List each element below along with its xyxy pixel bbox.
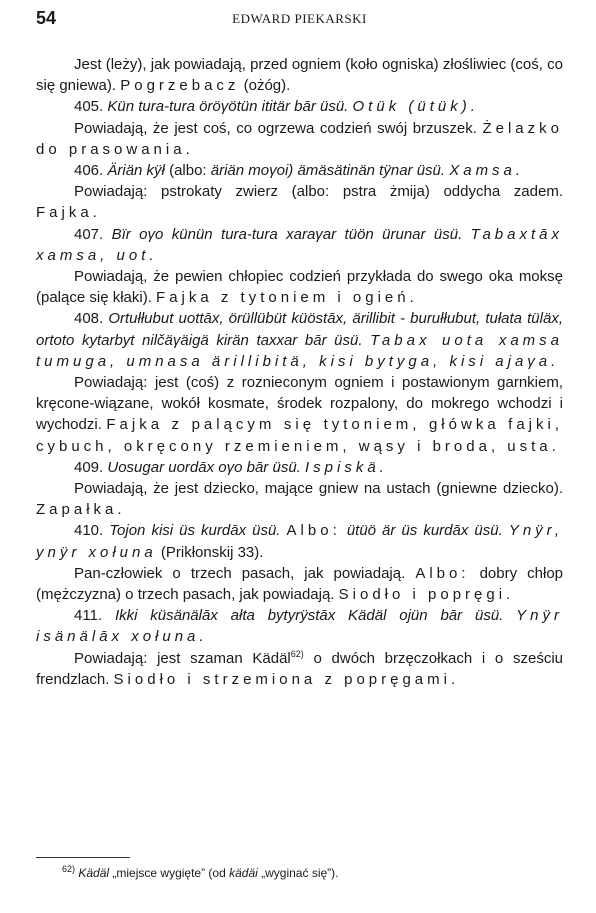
- paragraph: [36, 266, 563, 308]
- text-run: Pogrzebacz: [120, 77, 240, 95]
- text-run: 405.: [74, 98, 108, 116]
- text-run: Powiadają: jest (coś) z roznieconym ogniem i postawionym garnkiem, kręcone-wiązane, wokół kosmate, środek rozpalony, do mokrego wchodzi i wychodzi.: [36, 374, 563, 434]
- text-run: Ynÿr, ynÿr xołuna: [36, 522, 564, 561]
- text-run: Xamsa.: [449, 162, 525, 180]
- paragraph: [36, 118, 563, 160]
- text-run: Pan-człowiek o trzech pasach, jak powiadają.: [74, 564, 416, 582]
- text-run: 409.: [74, 458, 108, 476]
- text-run: 408.: [74, 310, 109, 328]
- text-run: Siodło i popręgi.: [338, 586, 515, 604]
- footnote-term-2: kädäi: [229, 866, 258, 880]
- paragraph: [36, 224, 563, 266]
- text-run: o dwóch brzęczołkach i o sześciu frendzlach.: [36, 649, 563, 688]
- footnote-term: Kädäl: [78, 866, 110, 880]
- paragraph: [36, 160, 563, 181]
- body-text: [36, 54, 563, 690]
- text-run: [363, 332, 371, 349]
- text-run: Fajka z palącym się tytoniem, główka fajki, cybuch, okręcony rzemieniem, wąsy i broda, usta.: [36, 416, 564, 455]
- text-run: [503, 607, 516, 624]
- paragraph: [36, 308, 563, 372]
- text-run: Albo:: [286, 522, 341, 540]
- text-run: (albo:: [164, 162, 211, 180]
- text-run: Fajka.: [36, 204, 101, 222]
- text-run: Powiadają, że jest dziecko, mające gniew na ustach (gniewne dziecko).: [74, 480, 563, 498]
- text-run: Ynÿr isänälāx xołuna.: [36, 607, 564, 646]
- text-run: (ożóg).: [239, 77, 291, 95]
- paragraph: [36, 605, 563, 647]
- paragraph: [36, 520, 563, 562]
- text-run: Jest (leży), jak powiadają, przed ogniem (koło ogniska) złośliwiec (coś, co się gniewa).: [36, 56, 563, 95]
- text-run: Kün tura-tura öröγötün ititär bār üsü.: [107, 98, 349, 116]
- text-run: Powiadają: pstrokaty zwierz (albo: pstra żmija) oddycha zadem.: [74, 183, 563, 201]
- text-run: Tabax uota xamsa tumuga, umnasa ärillibitä, kisi bytyga, kisi ajaγa.: [36, 331, 563, 370]
- text-run: 407.: [74, 225, 112, 243]
- page-number: 54: [36, 8, 57, 28]
- text-run: äriän moγoi) ämäsätinän tÿnar üsü.: [210, 162, 446, 180]
- text-run: Tabaxtāx xamsa, uot.: [36, 225, 563, 264]
- text-run: 410.: [74, 522, 110, 540]
- text-run: ütüö är üs kurdāx üsü.: [346, 522, 503, 540]
- text-run: Tojon kisi üs kurdāx üsü.: [109, 522, 281, 540]
- text-run: 406.: [74, 162, 108, 180]
- text-run: Powiadają: jest szaman Kädäl: [74, 649, 291, 667]
- paragraph: [36, 478, 563, 520]
- text-run: dobry chłop (mężczyzna) o trzech pasach, jak powiadają.: [36, 564, 564, 604]
- text-run: Powiadają, że jest coś, co ogrzewa codzień swój brzuszek.: [74, 119, 483, 137]
- text-run: (Prikłonskij 33).: [156, 543, 264, 561]
- text-run: Uosugar uordāx oγo bār üsü.: [107, 458, 301, 476]
- text-run: Żelazko do prasowania.: [36, 119, 563, 158]
- text-run: Fajka z tytoniem i ogień.: [156, 289, 418, 307]
- page-header: [36, 8, 563, 32]
- text-run: Ortułłubut uottāx, örüllübüt küöstāx, ärillibit - burułłubut, tułata tüläx, ortoto kytarbyt nilčäγäigä kirän taxxar bār üsü.: [36, 310, 563, 349]
- text-run: Powiadają, że pewien chłopiec codzień przykłada do swego oka moksę (palące się kłaki).: [36, 268, 563, 307]
- paragraph: [36, 648, 563, 690]
- running-head: EDWARD PIEKARSKI: [232, 11, 367, 26]
- text-run: Zapałka.: [36, 501, 126, 519]
- text-run: Ispiskä.: [305, 458, 388, 476]
- paragraph: [36, 54, 563, 96]
- paragraph: [36, 457, 563, 478]
- footnote-text-2: „wyginać się”).: [257, 866, 339, 880]
- text-run: Ikki küsänälāx ałta bytyrÿstāx Kädäl ojün bār üsü.: [114, 607, 504, 625]
- paragraph: [36, 181, 563, 223]
- paragraph: [36, 563, 563, 605]
- text-run: Äriän kÿł: [107, 162, 165, 180]
- text-run: Otük (ütük).: [352, 98, 479, 116]
- footnote-ref: 62): [290, 648, 304, 659]
- text-run: Siodło i strzemiona z popręgami.: [113, 670, 460, 688]
- text-run: 411.: [74, 607, 115, 625]
- footnote-rule: [36, 857, 130, 858]
- paragraph: [36, 372, 563, 457]
- text-run: Albo:: [415, 564, 470, 582]
- paragraph: [36, 96, 563, 117]
- footnote-text: „miejsce wygięte” (od: [109, 866, 230, 880]
- footnote-marker: 62): [62, 864, 76, 874]
- text-run: [462, 226, 470, 243]
- footnote: [62, 866, 338, 880]
- text-run: Bïr oγo künün tura-tura xaraγar tüön ürunar üsü.: [111, 225, 463, 243]
